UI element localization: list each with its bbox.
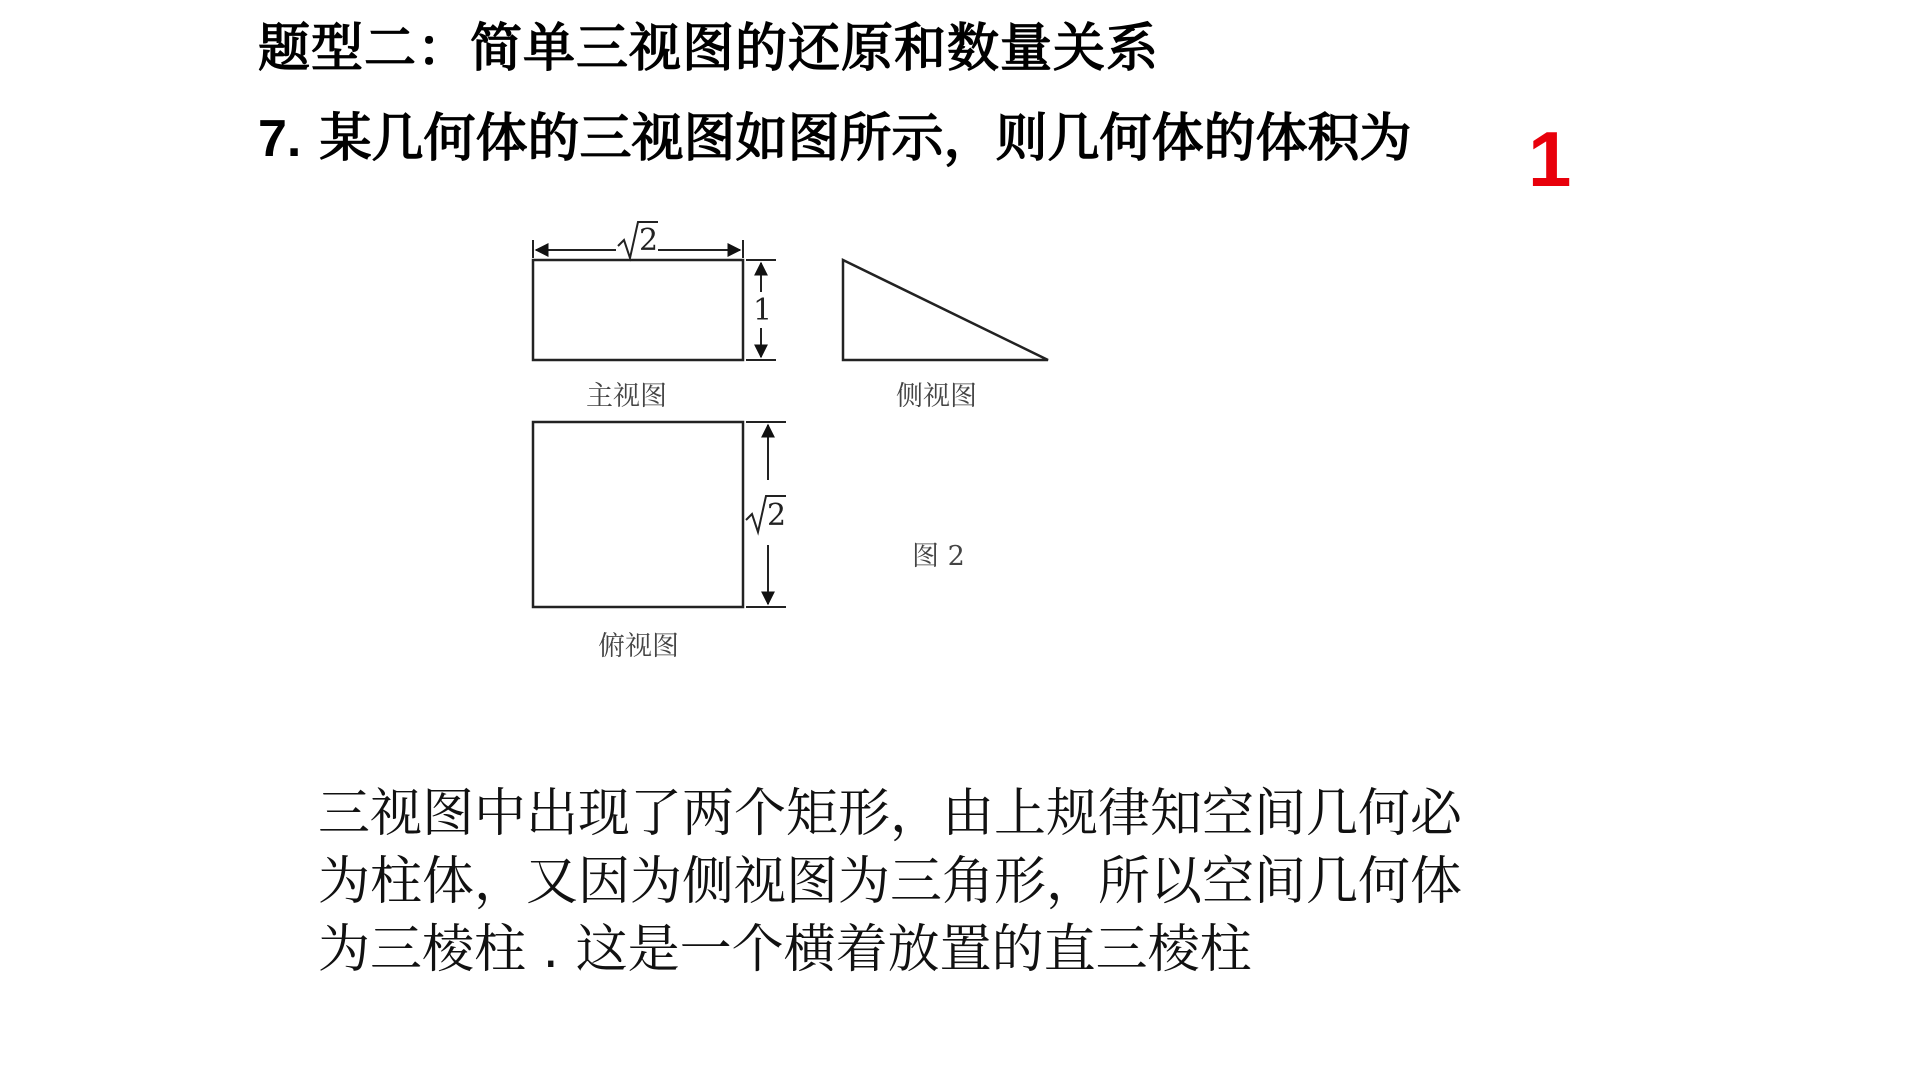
explanation-line: 为三棱柱 . 这是一个横着放置的直三棱柱	[318, 920, 1252, 980]
question-text: 某几何体的三视图如图所示，则几何体的体积为	[319, 109, 1412, 169]
side-view	[843, 260, 1048, 412]
explanation-text	[318, 780, 1618, 984]
explanation-line: 三视图中出现了两个矩形，由上规律知空间几何必	[318, 784, 1463, 844]
top-view	[533, 422, 786, 662]
question	[258, 96, 1412, 171]
side-view-label: 侧视图	[896, 381, 977, 412]
top-depth-label: 2	[767, 498, 787, 533]
top-view-label: 俯视图	[598, 631, 679, 662]
answer-value: 1	[1528, 115, 1572, 203]
three-view-figure	[518, 200, 1078, 670]
front-view	[533, 222, 776, 412]
figure-caption: 图 2	[912, 541, 965, 572]
slide-heading: 题型二：简单三视图的还原和数量关系	[258, 19, 1160, 79]
question-number: 7.	[258, 110, 302, 168]
front-view-label: 主视图	[586, 381, 667, 412]
front-height-label: 1	[753, 293, 773, 328]
explanation-line: 为柱体，又因为侧视图为三角形，所以空间几何体	[318, 852, 1463, 912]
front-width-label: 2	[639, 223, 659, 258]
